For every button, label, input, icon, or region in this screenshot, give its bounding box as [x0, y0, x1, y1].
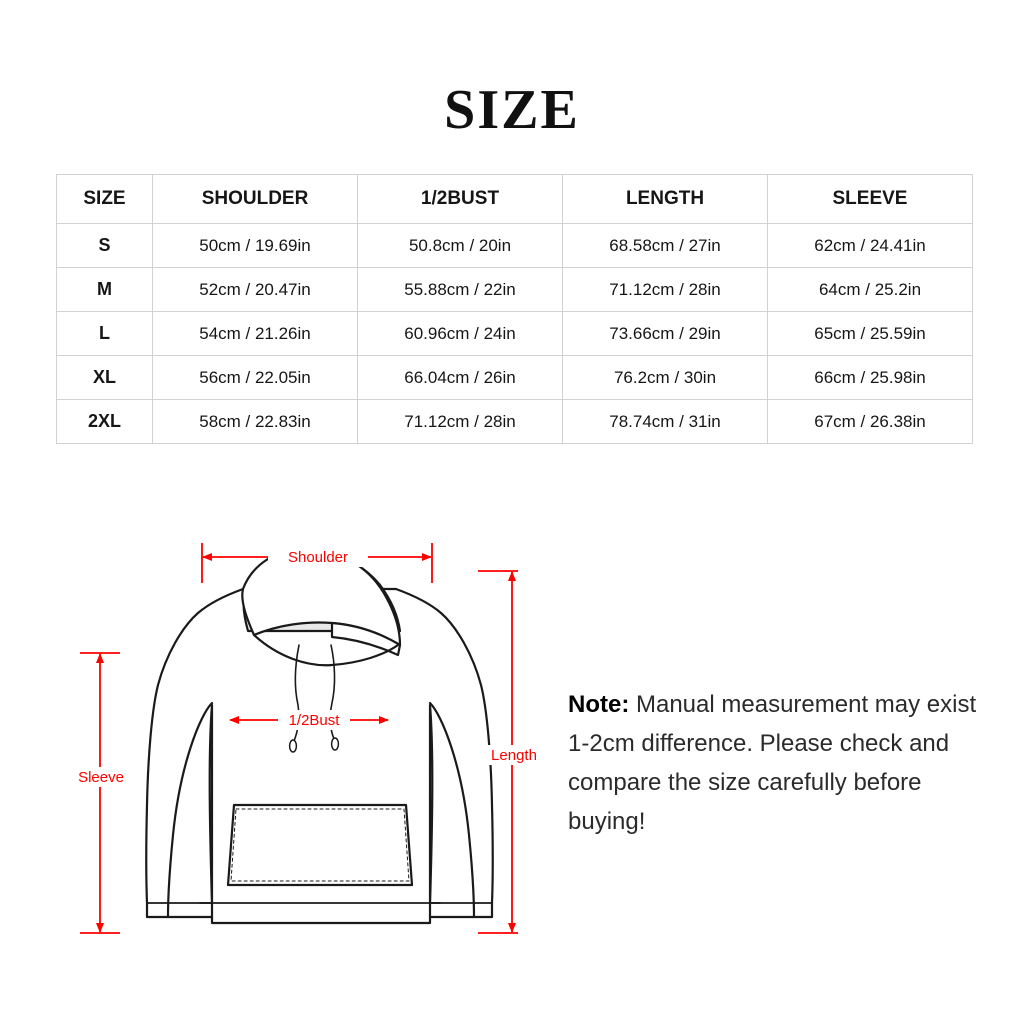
table-row	[57, 268, 973, 312]
column-header-length: LENGTH	[563, 175, 768, 224]
table-header	[57, 175, 973, 224]
cell-sleeve: 66cm / 25.98in	[768, 356, 973, 400]
table-row	[57, 312, 973, 356]
cell-size: 2XL	[57, 400, 153, 444]
table-header-row	[57, 175, 973, 224]
label-sleeve: Sleeve	[78, 769, 124, 786]
cell-sleeve: 64cm / 25.2in	[768, 268, 973, 312]
cell-shoulder: 54cm / 21.26in	[153, 312, 358, 356]
cell-half-bust: 60.96cm / 24in	[358, 312, 563, 356]
cell-half-bust: 71.12cm / 28in	[358, 400, 563, 444]
hoodie-measurement-diagram	[40, 505, 560, 975]
cell-length: 78.74cm / 31in	[563, 400, 768, 444]
table-row	[57, 356, 973, 400]
cell-size: M	[57, 268, 153, 312]
label-shoulder: Shoulder	[287, 549, 349, 566]
sleeve-measure-arrow	[80, 653, 120, 933]
hoodie-illustration	[146, 549, 493, 923]
cell-size: XL	[57, 356, 153, 400]
size-chart-table	[56, 174, 973, 444]
cell-shoulder: 56cm / 22.05in	[153, 356, 358, 400]
cell-shoulder: 58cm / 22.83in	[153, 400, 358, 444]
cell-length: 73.66cm / 29in	[563, 312, 768, 356]
cell-shoulder: 52cm / 20.47in	[153, 268, 358, 312]
column-header-size: SIZE	[57, 175, 153, 224]
cell-half-bust: 55.88cm / 22in	[358, 268, 563, 312]
column-header-shoulder: SHOULDER	[153, 175, 358, 224]
cell-size: L	[57, 312, 153, 356]
table-row	[57, 224, 973, 268]
table-row	[57, 400, 973, 444]
table-body	[57, 224, 973, 444]
cell-length: 68.58cm / 27in	[563, 224, 768, 268]
note-block	[568, 685, 978, 841]
page-title: SIZE	[444, 79, 580, 141]
column-header-half-bust: 1/2BUST	[358, 175, 563, 224]
label-half-bust: 1/2Bust	[288, 712, 340, 729]
note-label: Note:	[568, 691, 630, 718]
cell-shoulder: 50cm / 19.69in	[153, 224, 358, 268]
column-header-sleeve: SLEEVE	[768, 175, 973, 224]
cell-half-bust: 50.8cm / 20in	[358, 224, 563, 268]
note-text: Manual measurement may exist 1-2cm difference. Please check and compare the size carefully before buying!	[568, 691, 977, 836]
cell-sleeve: 62cm / 24.41in	[768, 224, 973, 268]
cell-size: S	[57, 224, 153, 268]
cell-length: 76.2cm / 30in	[563, 356, 768, 400]
label-length: Length	[491, 747, 537, 764]
cell-sleeve: 65cm / 25.59in	[768, 312, 973, 356]
cell-half-bust: 66.04cm / 26in	[358, 356, 563, 400]
cell-length: 71.12cm / 28in	[563, 268, 768, 312]
cell-sleeve: 67cm / 26.38in	[768, 400, 973, 444]
